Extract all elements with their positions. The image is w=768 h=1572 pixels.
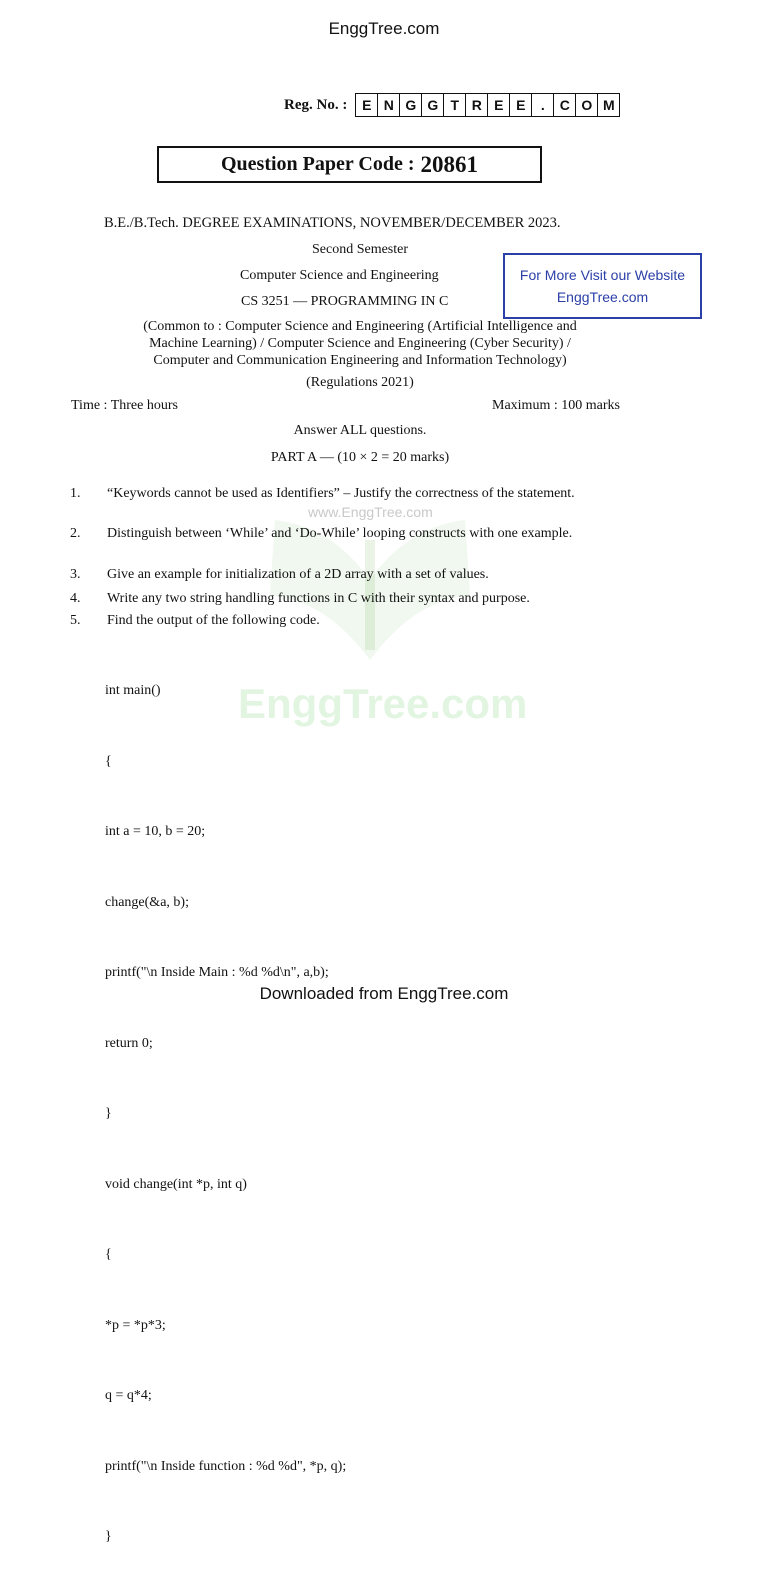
exam-title: B.E./B.Tech. DEGREE EXAMINATIONS, NOVEMBER/DECEMBER 2023. — [104, 215, 561, 231]
question-2 — [70, 525, 646, 542]
code-line: { — [105, 1247, 112, 1262]
reg-no-char-box: M — [602, 97, 615, 113]
top-banner: EnggTree.com — [328, 19, 440, 38]
reg-no-char-box: T — [444, 94, 466, 116]
question-number: 3. — [70, 567, 81, 582]
reg-no-char-box: N — [378, 94, 400, 116]
question-text: “Keywords cannot be used as Identifiers” – Justify the correctness of the statement. — [107, 486, 575, 501]
bottom-banner: Downloaded from EnggTree.com — [259, 984, 509, 1003]
question-text: Write any two string handling functions in C with their syntax and purpose. — [107, 591, 530, 606]
max-marks: Maximum : 100 marks — [492, 398, 620, 413]
regulations: (Regulations 2021) — [306, 375, 414, 390]
question-paper-code — [157, 146, 542, 183]
reg-no-char-box: E — [510, 94, 532, 116]
reg-no-boxes — [355, 93, 620, 117]
common-line: Machine Learning) / Computer Science and Engineering (Cyber Security) / — [149, 336, 571, 351]
common-to — [90, 318, 630, 369]
code-line: } — [105, 1106, 112, 1121]
code-line: return 0; — [105, 1035, 153, 1051]
visit-link[interactable]: EnggTree.com — [556, 289, 649, 305]
code-line: *p = *p*3; — [105, 1317, 166, 1333]
watermark-site: www.EnggTree.com — [308, 504, 433, 520]
common-line: Computer and Communication Engineering and Information Technology) — [153, 353, 567, 368]
question-5 — [70, 612, 646, 629]
semester: Second Semester — [311, 242, 409, 257]
question-number: 1. — [70, 486, 81, 501]
question-text: Distinguish between ‘While’ and ‘Do-While’ looping constructs with one example. — [107, 526, 573, 541]
reg-no-char-box: G — [422, 94, 444, 116]
reg-no-char-box: E — [356, 94, 378, 116]
reg-no-char-box: . — [532, 94, 554, 116]
reg-no-char-box: R — [466, 94, 488, 116]
question-number: 5. — [70, 613, 81, 628]
reg-no-char-box: O — [576, 94, 598, 116]
qpc-number: 20861 — [420, 151, 478, 177]
code-line: void change(int *p, int q) — [105, 1176, 247, 1192]
reg-no-char-box: E — [488, 94, 510, 116]
question-number: 2. — [70, 526, 81, 541]
reg-no — [284, 93, 620, 117]
common-line: (Common to : Computer Science and Engineering (Artificial Intelligence and — [143, 319, 577, 334]
visit-website-box[interactable] — [503, 253, 702, 319]
branch: Computer Science and Engineering — [240, 268, 439, 283]
question-4 — [70, 590, 646, 607]
question-text: Give an example for initialization of a 2D array with a set of values. — [107, 567, 489, 582]
instruction: Answer ALL questions. — [293, 423, 427, 438]
question-number: 4. — [70, 591, 81, 606]
code-line: int a = 10, b = 20; — [105, 824, 206, 839]
reg-no-label: Reg. No. : — [284, 96, 348, 113]
code-line: int main() — [105, 683, 161, 698]
code-line: printf("\n Inside function : %d %d", *p, q); — [105, 1458, 347, 1474]
course: CS 3251 — PROGRAMMING IN C — [241, 294, 449, 309]
visit-line1: For More Visit our Website — [519, 267, 686, 283]
part-heading: PART A — (10 × 2 = 20 marks) — [270, 450, 450, 465]
time: Time : Three hours — [71, 398, 178, 413]
code-line: q = q*4; — [105, 1388, 152, 1403]
code-line: } — [105, 1529, 112, 1544]
reg-no-char-box: G — [400, 94, 422, 116]
code-line: { — [105, 753, 112, 769]
code-line: printf("\n Inside Main : %d %d\n", a,b); — [105, 965, 329, 980]
code-line: change(&a, b); — [105, 894, 189, 910]
qpc-label: Question Paper Code : — [220, 153, 415, 175]
question-text: Find the output of the following code. — [107, 613, 320, 628]
question-3 — [70, 566, 646, 583]
watermark-logo-text: EnggTree.com — [238, 680, 528, 727]
question-1 — [70, 485, 646, 502]
reg-no-char-box: C — [554, 94, 576, 116]
code-block — [105, 632, 346, 1572]
